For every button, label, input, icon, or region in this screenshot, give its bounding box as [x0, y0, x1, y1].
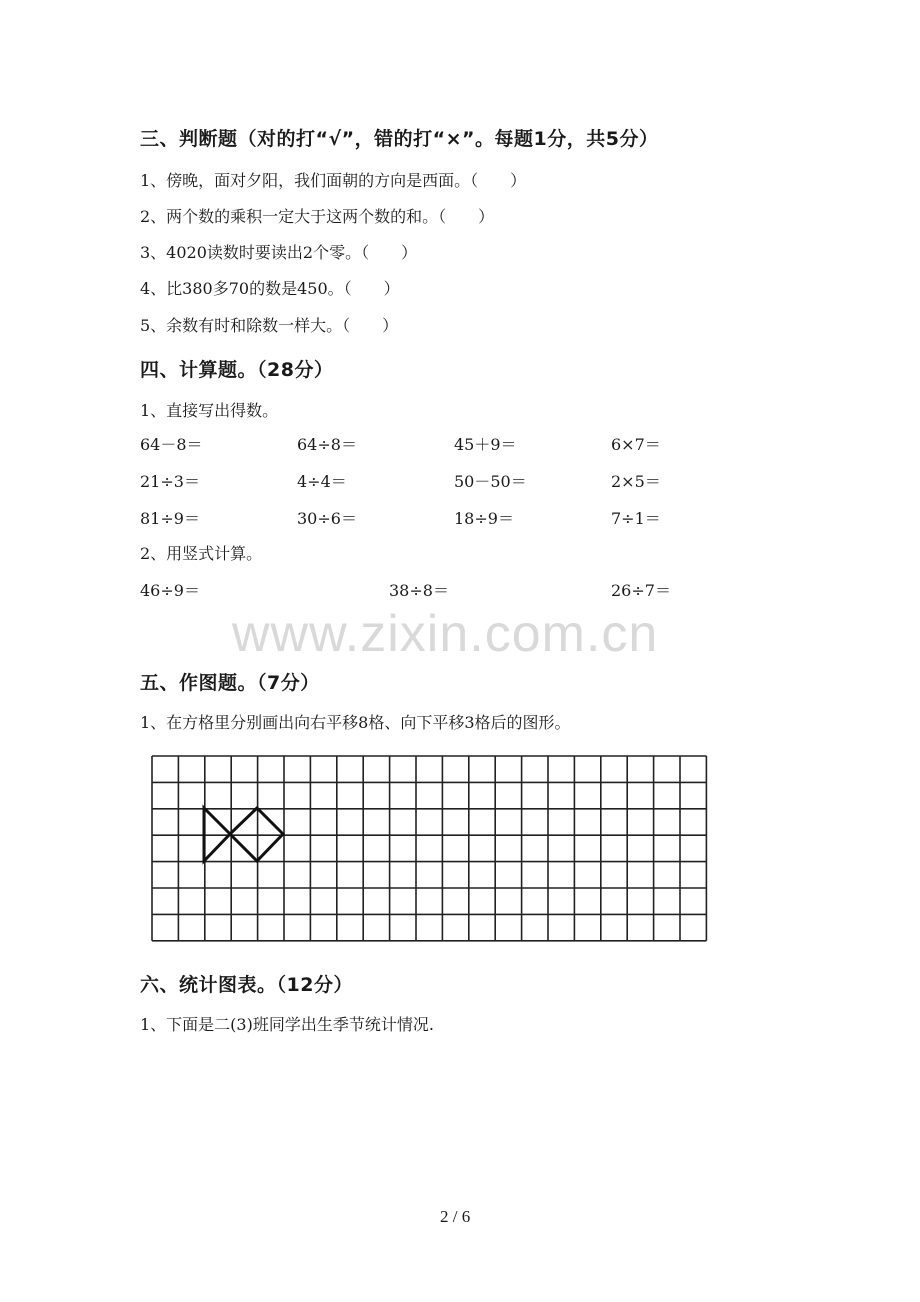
section-3-heading: 三、判断题（对的打“√”，错的打“×”。每题1分，共5分） — [140, 128, 659, 150]
calc-item: 21÷3＝ — [140, 472, 200, 491]
direct-calc-label: 1、直接写出得数。 — [140, 401, 279, 420]
calc-item: 4÷4＝ — [297, 472, 347, 491]
watermark: www.zixin.com.cn — [232, 605, 659, 663]
calc-item: 45＋9＝ — [454, 435, 517, 454]
section-6-heading: 六、统计图表。（12分） — [140, 974, 353, 996]
page-number: 2 / 6 — [440, 1207, 471, 1226]
calc-item: 50－50＝ — [454, 472, 527, 491]
square-grid[interactable] — [150, 754, 710, 946]
calc-item: 2×5＝ — [611, 472, 661, 491]
calc-item: 81÷9＝ — [140, 509, 200, 528]
judgement-item-4: 4、比380多70的数是450。（ ） — [140, 279, 400, 298]
vertical-calc-label: 2、用竖式计算。 — [140, 544, 263, 563]
vertical-calc-item: 46÷9＝ — [140, 581, 200, 600]
calc-item: 18÷9＝ — [454, 509, 514, 528]
drawing-question-label: 1、在方格里分别画出向右平移8格、向下平移3格后的图形。 — [140, 713, 571, 732]
judgement-item-5: 5、余数有时和除数一样大。（ ） — [140, 316, 399, 335]
vertical-calc-item: 38÷8＝ — [389, 581, 449, 600]
calc-item: 6×7＝ — [611, 435, 661, 454]
judgement-item-3: 3、4020读数时要读出2个零。（ ） — [140, 243, 418, 262]
vertical-calc-item: 26÷7＝ — [611, 581, 671, 600]
calc-item: 30÷6＝ — [297, 509, 357, 528]
section-5-heading: 五、作图题。（7分） — [140, 672, 320, 694]
statistics-question-label: 1、下面是二(3)班同学出生季节统计情况. — [140, 1015, 434, 1034]
judgement-item-1: 1、傍晚，面对夕阳，我们面朝的方向是西面。（ ） — [140, 171, 527, 190]
judgement-item-2: 2、两个数的乘积一定大于这两个数的和。（ ） — [140, 207, 495, 226]
section-4-heading: 四、计算题。（28分） — [140, 359, 334, 381]
calc-item: 7÷1＝ — [611, 509, 661, 528]
calc-item: 64－8＝ — [140, 435, 203, 454]
calc-item: 64÷8＝ — [297, 435, 357, 454]
